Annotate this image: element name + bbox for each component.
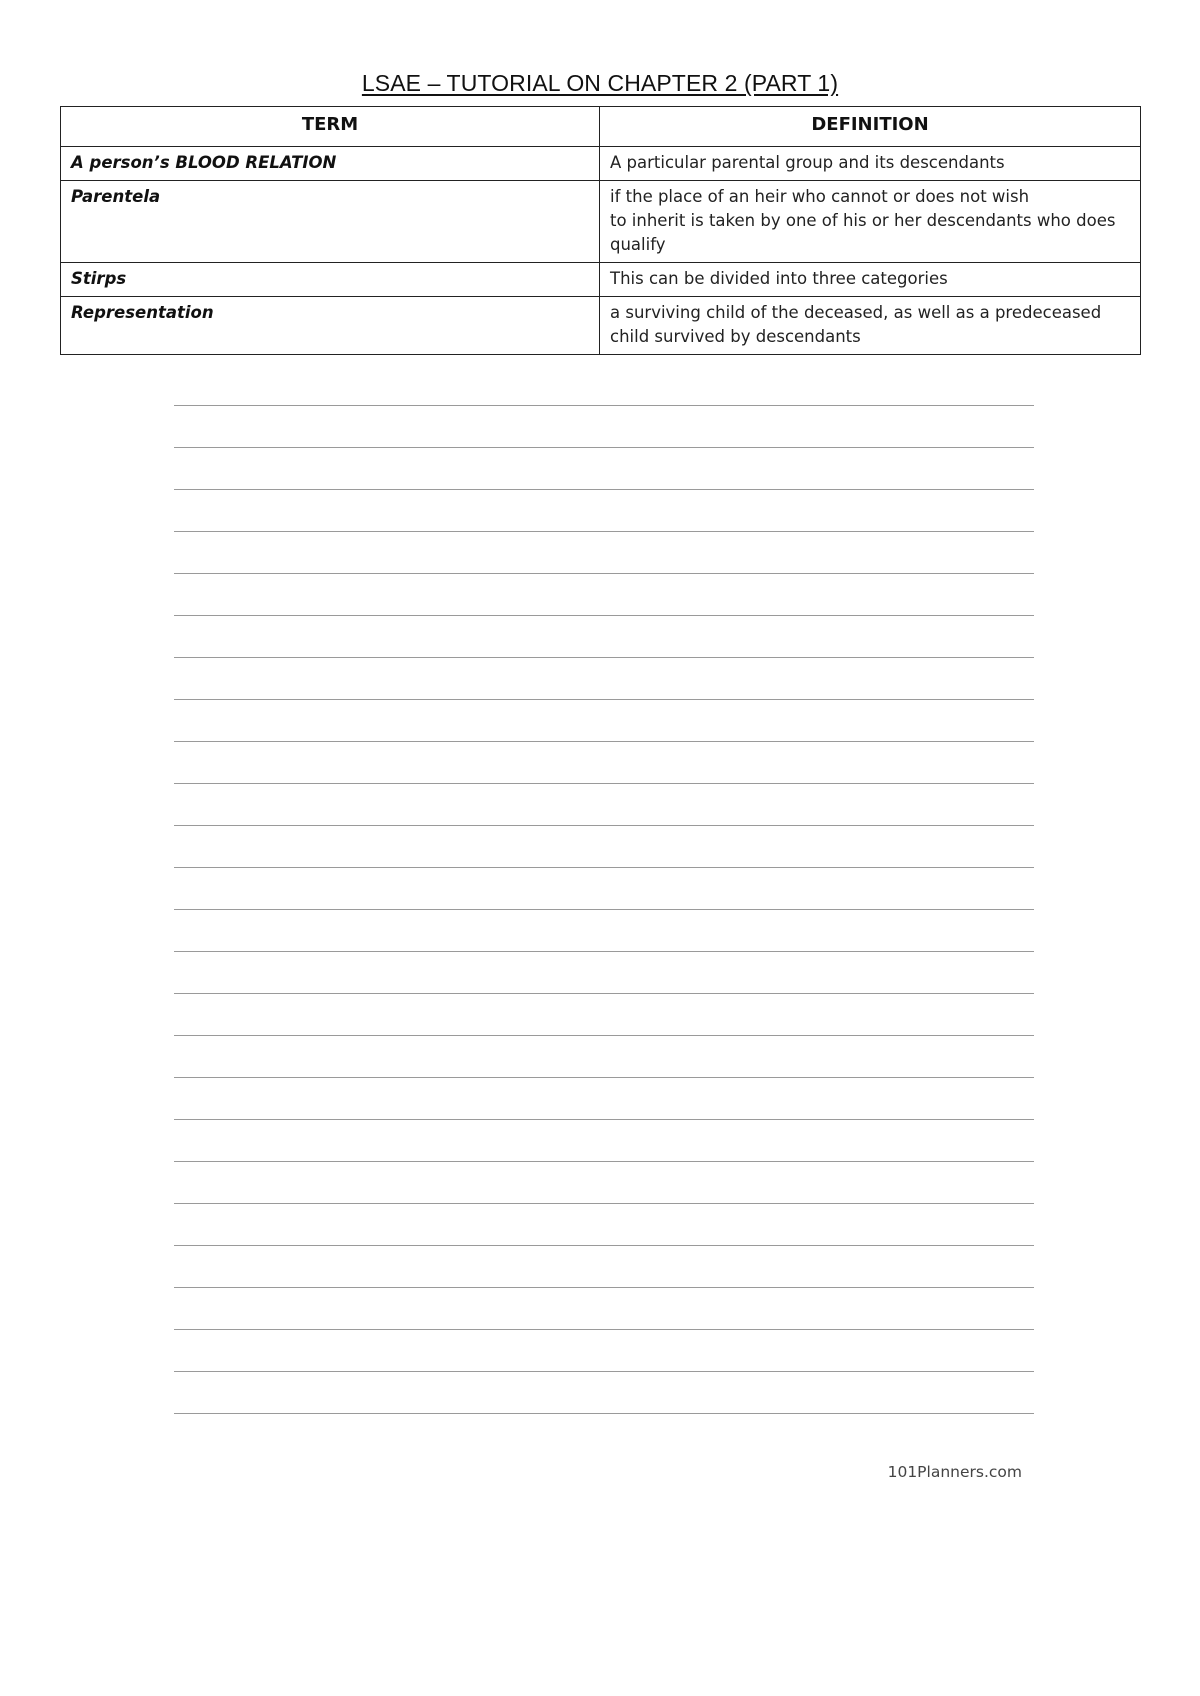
ruled-line[interactable] — [174, 1120, 1034, 1162]
ruled-line[interactable] — [174, 952, 1034, 994]
definition-line: A particular parental group and its descendants — [610, 153, 1005, 172]
definition-line: a surviving child of the deceased, as well as a predeceased child survived by descendants — [610, 303, 1102, 346]
definition-line: if the place of an heir who cannot or does not wish — [610, 187, 1030, 206]
ruled-line[interactable] — [174, 826, 1034, 868]
ruled-line[interactable] — [174, 1330, 1034, 1372]
table-header-row — [61, 107, 1141, 147]
ruled-line[interactable] — [174, 700, 1034, 742]
terms-table — [60, 106, 1141, 355]
ruled-line[interactable] — [174, 868, 1034, 910]
ruled-line[interactable] — [174, 532, 1034, 574]
ruled-line[interactable] — [174, 490, 1034, 532]
ruled-line[interactable] — [174, 616, 1034, 658]
ruled-line[interactable] — [174, 658, 1034, 700]
page-title: LSAE – TUTORIAL ON CHAPTER 2 (PART 1) — [361, 70, 839, 96]
ruled-line[interactable] — [174, 406, 1034, 448]
ruled-line[interactable] — [174, 994, 1034, 1036]
definition-cell — [600, 181, 1141, 263]
definition-cell — [600, 297, 1141, 355]
ruled-writing-lines[interactable] — [174, 364, 1034, 1414]
ruled-line[interactable] — [174, 1288, 1034, 1330]
table-row — [61, 297, 1141, 355]
ruled-line[interactable] — [174, 910, 1034, 952]
ruled-line[interactable] — [174, 784, 1034, 826]
ruled-line[interactable] — [174, 364, 1034, 406]
ruled-line[interactable] — [174, 1204, 1034, 1246]
table-row — [61, 263, 1141, 297]
term-cell: Stirps — [61, 263, 600, 297]
ruled-line[interactable] — [174, 574, 1034, 616]
definition-line: to inherit is taken by one of his or her descendants who does qualify — [610, 211, 1116, 254]
ruled-line[interactable] — [174, 1036, 1034, 1078]
term-cell: Representation — [61, 297, 600, 355]
definition-cell — [600, 263, 1141, 297]
table-row — [61, 147, 1141, 181]
ruled-line[interactable] — [174, 742, 1034, 784]
definition-line: This can be divided into three categories — [610, 269, 948, 288]
term-cell: A person’s BLOOD RELATION — [61, 147, 600, 181]
column-header-term: TERM — [61, 107, 600, 147]
ruled-line[interactable] — [174, 1078, 1034, 1120]
column-header-definition: DEFINITION — [600, 107, 1141, 147]
ruled-line[interactable] — [174, 448, 1034, 490]
ruled-line[interactable] — [174, 1372, 1034, 1414]
definition-cell — [600, 147, 1141, 181]
ruled-line[interactable] — [174, 1246, 1034, 1288]
table-row — [61, 181, 1141, 263]
ruled-line[interactable] — [174, 1162, 1034, 1204]
footer-brand: 101Planners.com — [887, 1463, 1022, 1481]
term-cell: Parentela — [61, 181, 600, 263]
